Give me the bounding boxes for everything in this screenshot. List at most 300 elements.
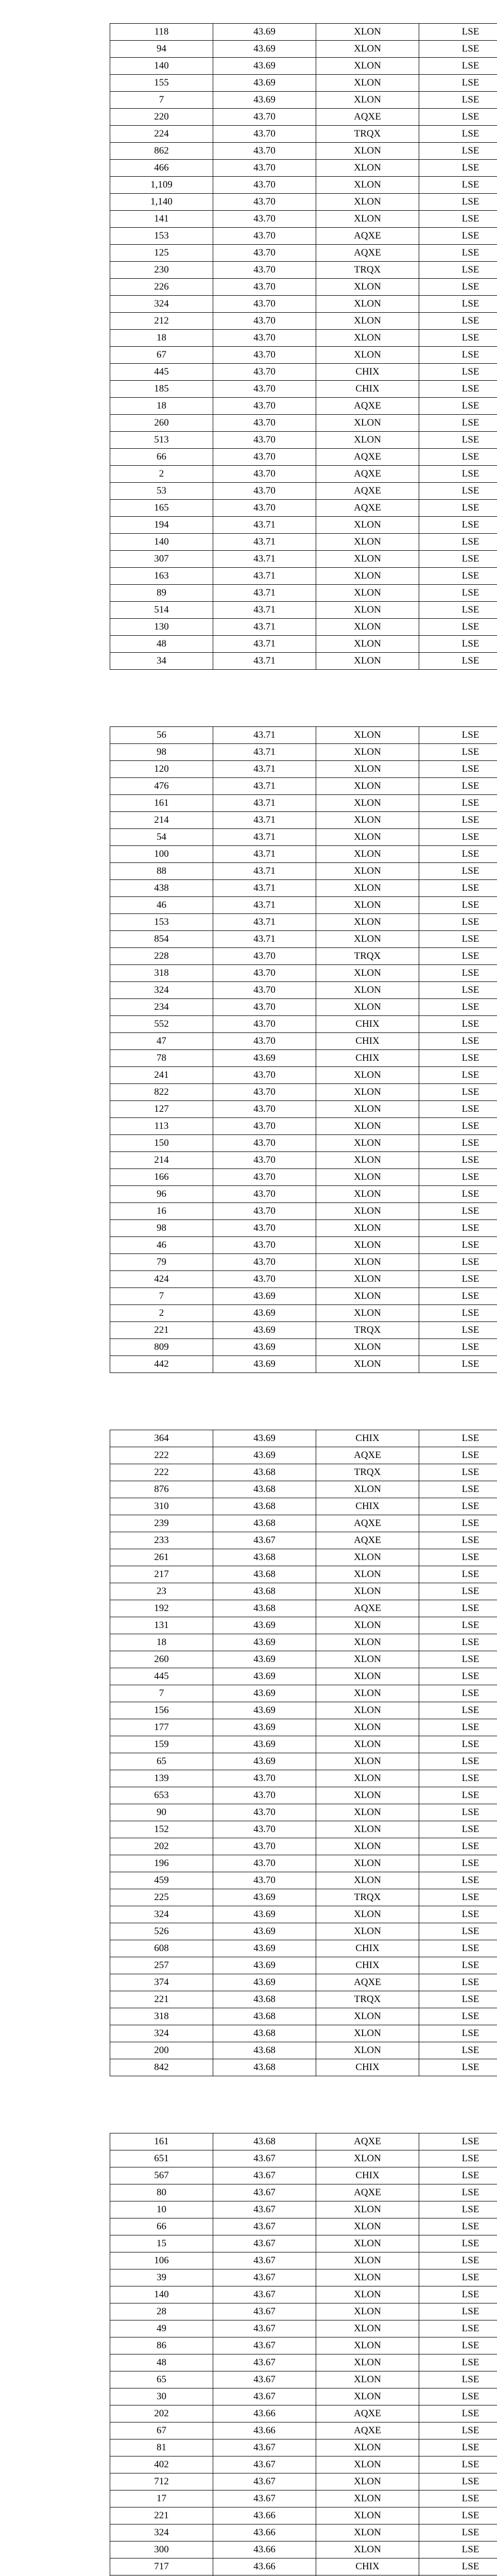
exchange-cell: LSE bbox=[419, 2025, 497, 2042]
exchange-cell: LSE bbox=[419, 24, 497, 41]
price-cell: 43.71 bbox=[213, 551, 316, 568]
exchange-cell: LSE bbox=[419, 1566, 497, 1583]
price-cell: 43.68 bbox=[213, 2025, 316, 2042]
table-row bbox=[110, 568, 497, 585]
quantity-cell: 196 bbox=[110, 1855, 213, 1872]
price-cell: 43.71 bbox=[213, 880, 316, 897]
price-cell: 43.70 bbox=[213, 965, 316, 982]
price-cell: 43.69 bbox=[213, 1617, 316, 1634]
exchange-cell: LSE bbox=[419, 2473, 497, 2490]
quantity-cell: 318 bbox=[110, 965, 213, 982]
exchange-cell: LSE bbox=[419, 211, 497, 228]
table-row bbox=[110, 2320, 497, 2337]
table-row bbox=[110, 2439, 497, 2456]
exchange-cell: LSE bbox=[419, 914, 497, 931]
exchange-cell: LSE bbox=[419, 534, 497, 551]
price-cell: 43.70 bbox=[213, 177, 316, 194]
exchange-cell: LSE bbox=[419, 795, 497, 812]
table-row bbox=[110, 177, 497, 194]
price-cell: 43.67 bbox=[213, 2167, 316, 2184]
exchange-cell: LSE bbox=[419, 2388, 497, 2405]
table-row bbox=[110, 58, 497, 75]
exchange-cell: LSE bbox=[419, 2422, 497, 2439]
exchange-cell: LSE bbox=[419, 1549, 497, 1566]
exchange-cell: LSE bbox=[419, 109, 497, 126]
table-row bbox=[110, 727, 497, 744]
table-row bbox=[110, 2388, 497, 2405]
quantity-cell: 66 bbox=[110, 2218, 213, 2235]
exchange-cell: LSE bbox=[419, 2320, 497, 2337]
exchange-cell: LSE bbox=[419, 347, 497, 364]
trades-table bbox=[110, 726, 497, 1373]
venue-cell: AQXE bbox=[316, 1515, 419, 1532]
table-row bbox=[110, 1651, 497, 1668]
venue-cell: TRQX bbox=[316, 1889, 419, 1906]
price-cell: 43.69 bbox=[213, 1050, 316, 1067]
price-cell: 43.70 bbox=[213, 126, 316, 143]
price-cell: 43.70 bbox=[213, 1770, 316, 1787]
price-cell: 43.69 bbox=[213, 1889, 316, 1906]
quantity-cell: 79 bbox=[110, 1254, 213, 1271]
exchange-cell: LSE bbox=[419, 653, 497, 670]
quantity-cell: 608 bbox=[110, 1940, 213, 1957]
price-cell: 43.70 bbox=[213, 948, 316, 965]
venue-cell: AQXE bbox=[316, 1447, 419, 1464]
quantity-cell: 222 bbox=[110, 1464, 213, 1481]
venue-cell: XLON bbox=[316, 602, 419, 619]
quantity-cell: 48 bbox=[110, 636, 213, 653]
quantity-cell: 67 bbox=[110, 2422, 213, 2439]
exchange-cell: LSE bbox=[419, 1719, 497, 1736]
price-cell: 43.68 bbox=[213, 1464, 316, 1481]
quantity-cell: 15 bbox=[110, 2235, 213, 2252]
quantity-cell: 1,109 bbox=[110, 177, 213, 194]
quantity-cell: 221 bbox=[110, 1991, 213, 2008]
table-row bbox=[110, 313, 497, 330]
venue-cell: XLON bbox=[316, 177, 419, 194]
price-cell: 43.67 bbox=[213, 2303, 316, 2320]
price-cell: 43.67 bbox=[213, 2201, 316, 2218]
quantity-cell: 228 bbox=[110, 948, 213, 965]
price-cell: 43.69 bbox=[213, 1430, 316, 1447]
exchange-cell: LSE bbox=[419, 2133, 497, 2150]
table-row bbox=[110, 1067, 497, 1084]
quantity-cell: 28 bbox=[110, 2303, 213, 2320]
table-row bbox=[110, 1152, 497, 1169]
price-cell: 43.71 bbox=[213, 914, 316, 931]
quantity-cell: 712 bbox=[110, 2473, 213, 2490]
price-cell: 43.70 bbox=[213, 1787, 316, 1804]
quantity-cell: 65 bbox=[110, 1753, 213, 1770]
venue-cell: AQXE bbox=[316, 466, 419, 483]
exchange-cell: LSE bbox=[419, 1991, 497, 2008]
exchange-cell: LSE bbox=[419, 1135, 497, 1152]
exchange-cell: LSE bbox=[419, 228, 497, 245]
table-row bbox=[110, 2059, 497, 2076]
quantity-cell: 80 bbox=[110, 2184, 213, 2201]
quantity-cell: 161 bbox=[110, 795, 213, 812]
price-cell: 43.70 bbox=[213, 1804, 316, 1821]
table-row bbox=[110, 795, 497, 812]
exchange-cell: LSE bbox=[419, 2184, 497, 2201]
quantity-cell: 88 bbox=[110, 863, 213, 880]
table-row bbox=[110, 2405, 497, 2422]
exchange-cell: LSE bbox=[419, 1447, 497, 1464]
quantity-cell: 809 bbox=[110, 1339, 213, 1356]
venue-cell: XLON bbox=[316, 24, 419, 41]
table-row bbox=[110, 982, 497, 999]
table-row bbox=[110, 812, 497, 829]
venue-cell: XLON bbox=[316, 296, 419, 313]
exchange-cell: LSE bbox=[419, 2252, 497, 2269]
price-cell: 43.71 bbox=[213, 585, 316, 602]
exchange-cell: LSE bbox=[419, 126, 497, 143]
exchange-cell: LSE bbox=[419, 2218, 497, 2235]
venue-cell: XLON bbox=[316, 1101, 419, 1118]
exchange-cell: LSE bbox=[419, 551, 497, 568]
table-row bbox=[110, 1339, 497, 1356]
quantity-cell: 324 bbox=[110, 2025, 213, 2042]
venue-cell: XLON bbox=[316, 2371, 419, 2388]
venue-cell: XLON bbox=[316, 517, 419, 534]
venue-cell: CHIX bbox=[316, 1033, 419, 1050]
venue-cell: XLON bbox=[316, 1617, 419, 1634]
exchange-cell: LSE bbox=[419, 466, 497, 483]
venue-cell: XLON bbox=[316, 1237, 419, 1254]
venue-cell: AQXE bbox=[316, 228, 419, 245]
venue-cell: XLON bbox=[316, 551, 419, 568]
venue-cell: AQXE bbox=[316, 449, 419, 466]
price-cell: 43.70 bbox=[213, 1821, 316, 1838]
table-row bbox=[110, 2133, 497, 2150]
exchange-cell: LSE bbox=[419, 2303, 497, 2320]
quantity-cell: 98 bbox=[110, 1220, 213, 1237]
exchange-cell: LSE bbox=[419, 1339, 497, 1356]
price-cell: 43.70 bbox=[213, 982, 316, 999]
table-row bbox=[110, 41, 497, 58]
quantity-cell: 56 bbox=[110, 727, 213, 744]
price-cell: 43.70 bbox=[213, 1118, 316, 1135]
exchange-cell: LSE bbox=[419, 1838, 497, 1855]
quantity-cell: 7 bbox=[110, 1685, 213, 1702]
table-row bbox=[110, 517, 497, 534]
table-row bbox=[110, 245, 497, 262]
quantity-cell: 224 bbox=[110, 126, 213, 143]
table-row bbox=[110, 2354, 497, 2371]
quantity-cell: 185 bbox=[110, 381, 213, 398]
price-cell: 43.69 bbox=[213, 1719, 316, 1736]
table-row bbox=[110, 500, 497, 517]
venue-cell: XLON bbox=[316, 2439, 419, 2456]
table-row bbox=[110, 1084, 497, 1101]
table-row bbox=[110, 2218, 497, 2235]
quantity-cell: 161 bbox=[110, 2133, 213, 2150]
table-row bbox=[110, 2371, 497, 2388]
price-cell: 43.71 bbox=[213, 727, 316, 744]
page-block bbox=[0, 0, 497, 703]
quantity-cell: 214 bbox=[110, 1152, 213, 1169]
price-cell: 43.69 bbox=[213, 1906, 316, 1923]
venue-cell: XLON bbox=[316, 880, 419, 897]
price-cell: 43.68 bbox=[213, 1549, 316, 1566]
price-cell: 43.70 bbox=[213, 109, 316, 126]
venue-cell: CHIX bbox=[316, 1957, 419, 1974]
price-cell: 43.70 bbox=[213, 1152, 316, 1169]
quantity-cell: 120 bbox=[110, 761, 213, 778]
exchange-cell: LSE bbox=[419, 965, 497, 982]
exchange-cell: LSE bbox=[419, 2286, 497, 2303]
quantity-cell: 155 bbox=[110, 75, 213, 92]
venue-cell: XLON bbox=[316, 931, 419, 948]
table-row bbox=[110, 2252, 497, 2269]
venue-cell: TRQX bbox=[316, 262, 419, 279]
price-cell: 43.70 bbox=[213, 279, 316, 296]
quantity-cell: 130 bbox=[110, 619, 213, 636]
venue-cell: XLON bbox=[316, 1634, 419, 1651]
venue-cell: AQXE bbox=[316, 483, 419, 500]
exchange-cell: LSE bbox=[419, 279, 497, 296]
price-cell: 43.68 bbox=[213, 1991, 316, 2008]
table-row bbox=[110, 761, 497, 778]
table-row bbox=[110, 1464, 497, 1481]
exchange-cell: LSE bbox=[419, 568, 497, 585]
exchange-cell: LSE bbox=[419, 2008, 497, 2025]
quantity-cell: 48 bbox=[110, 2354, 213, 2371]
quantity-cell: 318 bbox=[110, 2008, 213, 2025]
venue-cell: XLON bbox=[316, 1668, 419, 1685]
venue-cell: XLON bbox=[316, 1719, 419, 1736]
table-row bbox=[110, 1135, 497, 1152]
venue-cell: XLON bbox=[316, 1583, 419, 1600]
quantity-cell: 225 bbox=[110, 1889, 213, 1906]
venue-cell: XLON bbox=[316, 2490, 419, 2507]
quantity-cell: 94 bbox=[110, 41, 213, 58]
venue-cell: XLON bbox=[316, 1923, 419, 1940]
exchange-cell: LSE bbox=[419, 2201, 497, 2218]
quantity-cell: 98 bbox=[110, 744, 213, 761]
venue-cell: XLON bbox=[316, 1770, 419, 1787]
venue-cell: XLON bbox=[316, 778, 419, 795]
quantity-cell: 30 bbox=[110, 2388, 213, 2405]
venue-cell: XLON bbox=[316, 2337, 419, 2354]
price-cell: 43.69 bbox=[213, 41, 316, 58]
exchange-cell: LSE bbox=[419, 58, 497, 75]
price-cell: 43.67 bbox=[213, 1532, 316, 1549]
price-cell: 43.69 bbox=[213, 1339, 316, 1356]
price-cell: 43.70 bbox=[213, 1016, 316, 1033]
price-cell: 43.68 bbox=[213, 2042, 316, 2059]
venue-cell: XLON bbox=[316, 211, 419, 228]
price-cell: 43.67 bbox=[213, 2235, 316, 2252]
price-cell: 43.71 bbox=[213, 931, 316, 948]
table-row bbox=[110, 449, 497, 466]
exchange-cell: LSE bbox=[419, 143, 497, 160]
quantity-cell: 300 bbox=[110, 2541, 213, 2558]
price-cell: 43.67 bbox=[213, 2286, 316, 2303]
venue-cell: XLON bbox=[316, 2320, 419, 2337]
exchange-cell: LSE bbox=[419, 1481, 497, 1498]
quantity-cell: 854 bbox=[110, 931, 213, 948]
exchange-cell: LSE bbox=[419, 1634, 497, 1651]
price-cell: 43.70 bbox=[213, 432, 316, 449]
page-block bbox=[0, 703, 497, 1406]
exchange-cell: LSE bbox=[419, 1651, 497, 1668]
table-row bbox=[110, 2422, 497, 2439]
price-cell: 43.70 bbox=[213, 449, 316, 466]
exchange-cell: LSE bbox=[419, 483, 497, 500]
exchange-cell: LSE bbox=[419, 1923, 497, 1940]
venue-cell: XLON bbox=[316, 92, 419, 109]
quantity-cell: 39 bbox=[110, 2269, 213, 2286]
price-cell: 43.68 bbox=[213, 1566, 316, 1583]
price-cell: 43.69 bbox=[213, 1940, 316, 1957]
trades-table bbox=[110, 23, 497, 670]
exchange-cell: LSE bbox=[419, 619, 497, 636]
table-row bbox=[110, 1169, 497, 1186]
price-cell: 43.69 bbox=[213, 1753, 316, 1770]
table-row bbox=[110, 534, 497, 551]
price-cell: 43.69 bbox=[213, 75, 316, 92]
exchange-cell: LSE bbox=[419, 177, 497, 194]
exchange-cell: LSE bbox=[419, 1753, 497, 1770]
exchange-cell: LSE bbox=[419, 982, 497, 999]
price-cell: 43.67 bbox=[213, 2150, 316, 2167]
table-row bbox=[110, 1237, 497, 1254]
venue-cell: XLON bbox=[316, 846, 419, 863]
quantity-cell: 2 bbox=[110, 466, 213, 483]
exchange-cell: LSE bbox=[419, 1940, 497, 1957]
quantity-cell: 220 bbox=[110, 109, 213, 126]
quantity-cell: 324 bbox=[110, 982, 213, 999]
quantity-cell: 445 bbox=[110, 1668, 213, 1685]
table-row bbox=[110, 2269, 497, 2286]
quantity-cell: 221 bbox=[110, 1322, 213, 1339]
venue-cell: XLON bbox=[316, 1254, 419, 1271]
venue-cell: XLON bbox=[316, 75, 419, 92]
table-row bbox=[110, 330, 497, 347]
exchange-cell: LSE bbox=[419, 1532, 497, 1549]
exchange-cell: LSE bbox=[419, 931, 497, 948]
exchange-cell: LSE bbox=[419, 1515, 497, 1532]
price-cell: 43.70 bbox=[213, 160, 316, 177]
exchange-cell: LSE bbox=[419, 636, 497, 653]
exchange-cell: LSE bbox=[419, 812, 497, 829]
venue-cell: XLON bbox=[316, 194, 419, 211]
exchange-cell: LSE bbox=[419, 602, 497, 619]
venue-cell: XLON bbox=[316, 313, 419, 330]
exchange-cell: LSE bbox=[419, 313, 497, 330]
table-row bbox=[110, 92, 497, 109]
price-cell: 43.70 bbox=[213, 483, 316, 500]
table-row bbox=[110, 1957, 497, 1974]
quantity-cell: 374 bbox=[110, 1974, 213, 1991]
venue-cell: XLON bbox=[316, 965, 419, 982]
quantity-cell: 212 bbox=[110, 313, 213, 330]
venue-cell: AQXE bbox=[316, 1974, 419, 1991]
quantity-cell: 364 bbox=[110, 1430, 213, 1447]
exchange-cell: LSE bbox=[419, 1736, 497, 1753]
price-cell: 43.66 bbox=[213, 2558, 316, 2575]
price-cell: 43.66 bbox=[213, 2541, 316, 2558]
quantity-cell: 221 bbox=[110, 2507, 213, 2524]
quantity-cell: 526 bbox=[110, 1923, 213, 1940]
quantity-cell: 18 bbox=[110, 1634, 213, 1651]
price-cell: 43.70 bbox=[213, 228, 316, 245]
exchange-cell: LSE bbox=[419, 1305, 497, 1322]
quantity-cell: 10 bbox=[110, 2201, 213, 2218]
table-row bbox=[110, 1101, 497, 1118]
quantity-cell: 230 bbox=[110, 262, 213, 279]
exchange-cell: LSE bbox=[419, 2405, 497, 2422]
table-row bbox=[110, 1770, 497, 1787]
quantity-cell: 202 bbox=[110, 1838, 213, 1855]
quantity-cell: 402 bbox=[110, 2456, 213, 2473]
quantity-cell: 438 bbox=[110, 880, 213, 897]
exchange-cell: LSE bbox=[419, 1118, 497, 1135]
table-row bbox=[110, 1889, 497, 1906]
table-row bbox=[110, 1566, 497, 1583]
quantity-cell: 90 bbox=[110, 1804, 213, 1821]
venue-cell: XLON bbox=[316, 1804, 419, 1821]
price-cell: 43.69 bbox=[213, 1668, 316, 1685]
price-cell: 43.71 bbox=[213, 897, 316, 914]
table-row bbox=[110, 109, 497, 126]
venue-cell: XLON bbox=[316, 1872, 419, 1889]
venue-cell: CHIX bbox=[316, 364, 419, 381]
price-cell: 43.71 bbox=[213, 795, 316, 812]
quantity-cell: 152 bbox=[110, 1821, 213, 1838]
table-row bbox=[110, 948, 497, 965]
price-cell: 43.71 bbox=[213, 602, 316, 619]
exchange-cell: LSE bbox=[419, 1464, 497, 1481]
price-cell: 43.68 bbox=[213, 1515, 316, 1532]
table-row bbox=[110, 2184, 497, 2201]
price-cell: 43.67 bbox=[213, 2269, 316, 2286]
table-row bbox=[110, 1203, 497, 1220]
exchange-cell: LSE bbox=[419, 2541, 497, 2558]
price-cell: 43.71 bbox=[213, 653, 316, 670]
exchange-cell: LSE bbox=[419, 727, 497, 744]
exchange-cell: LSE bbox=[419, 1583, 497, 1600]
exchange-cell: LSE bbox=[419, 1821, 497, 1838]
table-row bbox=[110, 931, 497, 948]
venue-cell: XLON bbox=[316, 2388, 419, 2405]
quantity-cell: 442 bbox=[110, 1356, 213, 1373]
table-row bbox=[110, 1583, 497, 1600]
venue-cell: XLON bbox=[316, 1906, 419, 1923]
table-row bbox=[110, 1271, 497, 1288]
venue-cell: XLON bbox=[316, 914, 419, 931]
venue-cell: CHIX bbox=[316, 1940, 419, 1957]
table-row bbox=[110, 2541, 497, 2558]
quantity-cell: 222 bbox=[110, 1447, 213, 1464]
exchange-cell: LSE bbox=[419, 1600, 497, 1617]
venue-cell: AQXE bbox=[316, 1532, 419, 1549]
price-cell: 43.68 bbox=[213, 2008, 316, 2025]
venue-cell: XLON bbox=[316, 2042, 419, 2059]
exchange-cell: LSE bbox=[419, 262, 497, 279]
price-cell: 43.67 bbox=[213, 2490, 316, 2507]
quantity-cell: 214 bbox=[110, 812, 213, 829]
quantity-cell: 47 bbox=[110, 1033, 213, 1050]
exchange-cell: LSE bbox=[419, 1152, 497, 1169]
quantity-cell: 163 bbox=[110, 568, 213, 585]
quantity-cell: 233 bbox=[110, 1532, 213, 1549]
venue-cell: CHIX bbox=[316, 1016, 419, 1033]
exchange-cell: LSE bbox=[419, 1804, 497, 1821]
quantity-cell: 89 bbox=[110, 585, 213, 602]
venue-cell: XLON bbox=[316, 2025, 419, 2042]
